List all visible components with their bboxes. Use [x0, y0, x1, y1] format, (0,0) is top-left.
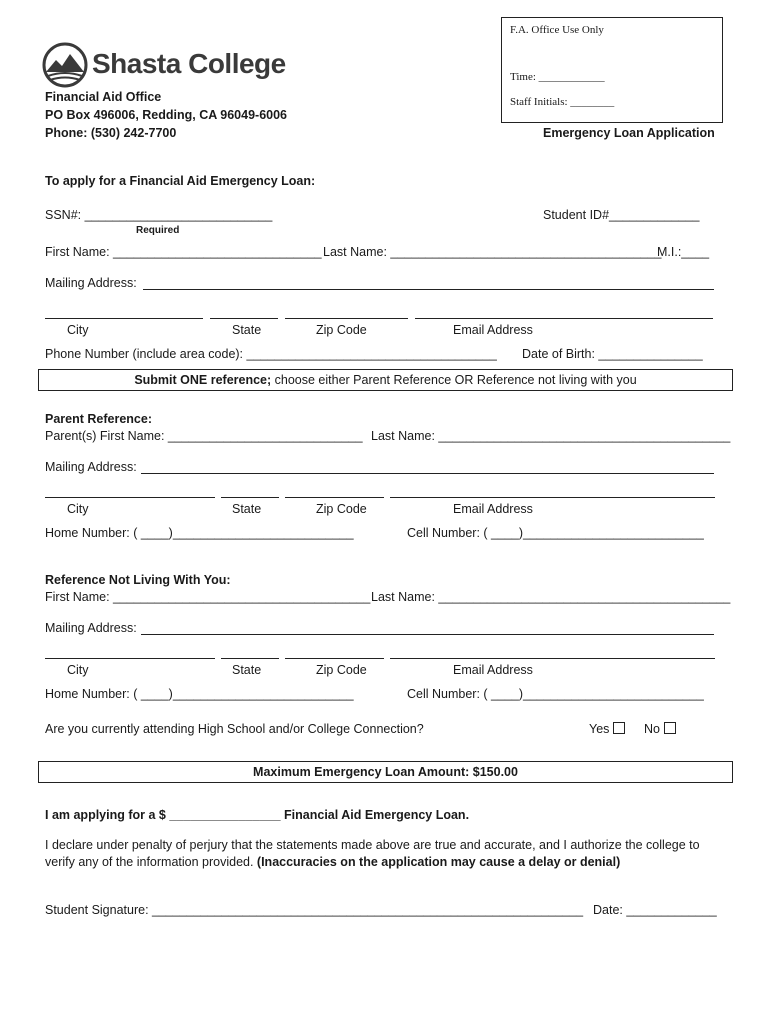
email-label: Email Address	[453, 323, 533, 337]
signature-field[interactable]: Student Signature: ______________________________________________________________	[45, 903, 584, 917]
zip-label: Zip Code	[316, 323, 367, 337]
nonresident-state-line[interactable]	[221, 658, 279, 659]
highschool-yes-option[interactable]	[589, 722, 625, 736]
no-label: No	[644, 722, 660, 736]
nonresident-mailing-label: Mailing Address:	[45, 621, 137, 635]
nonresident-email-line[interactable]	[390, 658, 715, 659]
office-use-title: F.A. Office Use Only	[510, 24, 604, 36]
parent-cell-number-field[interactable]: Cell Number: ( ____)__________________________	[407, 526, 704, 540]
parent-mailing-label: Mailing Address:	[45, 460, 137, 474]
time-label: Time: ____________	[510, 71, 605, 83]
highschool-no-option[interactable]	[644, 722, 676, 736]
mailing-address-label: Mailing Address:	[45, 276, 137, 290]
nonresident-email-label: Email Address	[453, 663, 533, 677]
intro-text: To apply for a Financial Aid Emergency Loan:	[45, 174, 316, 188]
state-label: State	[232, 323, 262, 337]
max-amount-text: Maximum Emergency Loan Amount: $150.00	[253, 765, 518, 779]
nonresident-reference-heading: Reference Not Living With You:	[45, 573, 231, 587]
parent-zip-line[interactable]	[285, 497, 384, 498]
zip-line[interactable]	[285, 318, 408, 319]
city-line[interactable]	[45, 318, 203, 319]
nonresident-zip-line[interactable]	[285, 658, 384, 659]
last-name-field[interactable]: Last Name: _______________________________________	[323, 245, 662, 259]
ssn-field[interactable]: SSN#: ___________________________	[45, 208, 273, 222]
ssn-required-note: Required	[136, 225, 180, 236]
parent-last-name-field[interactable]: Last Name: __________________________________________	[371, 429, 731, 443]
nonresident-first-name-field[interactable]: First Name: _____________________________________	[45, 590, 371, 604]
staff-initials-label: Staff Initials: ________	[510, 96, 615, 108]
parent-state-line[interactable]	[221, 497, 279, 498]
nonresident-state-label: State	[232, 663, 262, 677]
state-line[interactable]	[210, 318, 278, 319]
nonresident-city-label: City	[67, 663, 89, 677]
first-name-field[interactable]: First Name: ______________________________	[45, 245, 322, 259]
parent-email-line[interactable]	[390, 497, 715, 498]
nonresident-home-number-field[interactable]: Home Number: ( ____)__________________________	[45, 687, 354, 701]
nonresident-mailing-line[interactable]	[141, 634, 714, 635]
max-amount-banner	[38, 761, 733, 783]
mailing-address-line[interactable]	[143, 289, 714, 290]
parent-mailing-line[interactable]	[141, 473, 714, 474]
parent-first-name-field[interactable]: Parent(s) First Name: ____________________________	[45, 429, 363, 443]
parent-home-number-field[interactable]: Home Number: ( ____)__________________________	[45, 526, 354, 540]
parent-state-label: State	[232, 502, 262, 516]
nonresident-city-line[interactable]	[45, 658, 215, 659]
reference-banner-text: choose either Parent Reference OR Reference not living with you	[271, 373, 637, 387]
no-checkbox[interactable]	[664, 722, 676, 734]
nonresident-cell-number-field[interactable]: Cell Number: ( ____)__________________________	[407, 687, 704, 701]
declaration-warning: (Inaccuracies on the application may cause a delay or denial)	[256, 855, 621, 869]
phone-field[interactable]: Phone Number (include area code): ____________________________________	[45, 347, 497, 361]
parent-city-line[interactable]	[45, 497, 215, 498]
declaration-line-1: I declare under penalty of perjury that the statements made above are true and accurate, and I authorize the college to	[45, 838, 700, 852]
declaration-line-2: verify any of the information provided. (Inaccuracies on the application may cause a delay or denial)	[45, 855, 621, 869]
email-line[interactable]	[415, 318, 713, 319]
office-name: Financial Aid Office	[45, 90, 162, 104]
office-use-box	[501, 17, 723, 123]
reference-banner	[38, 369, 733, 391]
signature-date-field[interactable]: Date: _____________	[593, 903, 717, 917]
college-name: Shasta College	[92, 48, 286, 79]
parent-city-label: City	[67, 502, 89, 516]
parent-reference-heading: Parent Reference:	[45, 412, 152, 426]
highschool-question: Are you currently attending High School and/or College Connection?	[45, 722, 424, 736]
parent-zip-label: Zip Code	[316, 502, 367, 516]
mountain-logo-icon	[42, 42, 88, 88]
loan-amount-field[interactable]: I am applying for a $ ________________ Financial Aid Emergency Loan.	[45, 808, 470, 822]
yes-label: Yes	[589, 722, 610, 736]
city-label: City	[67, 323, 89, 337]
parent-email-label: Email Address	[453, 502, 533, 516]
yes-checkbox[interactable]	[613, 722, 625, 734]
office-address: PO Box 496006, Redding, CA 96049-6006	[45, 108, 288, 122]
nonresident-zip-label: Zip Code	[316, 663, 367, 677]
dob-field[interactable]: Date of Birth: _______________	[522, 347, 703, 361]
nonresident-last-name-field[interactable]: Last Name: __________________________________________	[371, 590, 731, 604]
mi-field[interactable]: M.I.:____	[657, 245, 710, 259]
form-title: Emergency Loan Application	[543, 126, 715, 140]
student-id-field[interactable]: Student ID#_____________	[543, 208, 700, 222]
reference-banner-bold: Submit ONE reference;	[134, 373, 272, 387]
office-phone: Phone: (530) 242-7700	[45, 126, 177, 140]
